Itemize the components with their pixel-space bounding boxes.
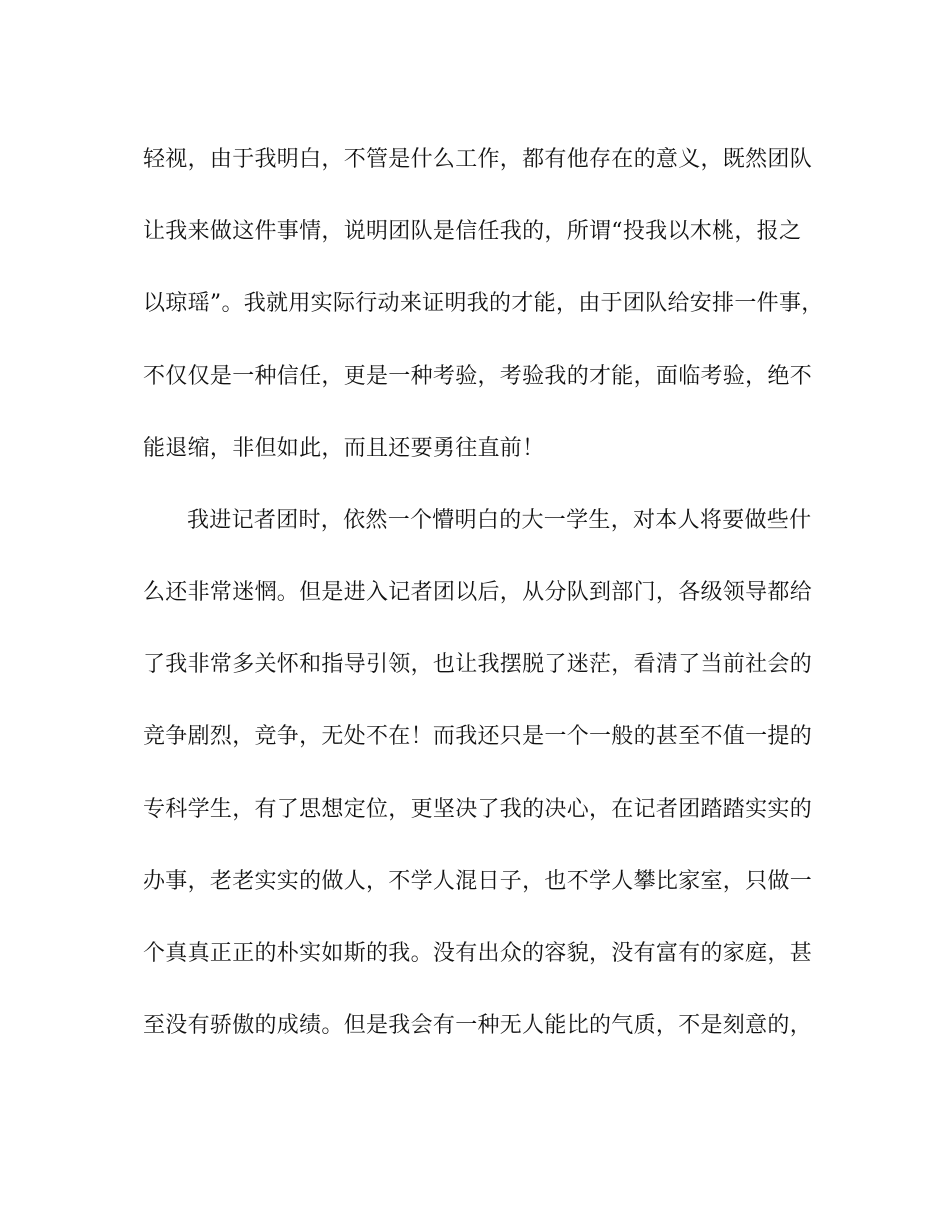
text-line: 竞争剧烈，竞争，无处不在！而我还只是一个一般的甚至不值一提的: [143, 724, 813, 749]
text-line: 专科学生，有了思想定位，更坚决了我的决心，在记者团踏踏实实的: [143, 797, 813, 822]
paragraph-start-line: 我进记者团时，依然一个懵明白的大一学生，对本人将要做些什: [187, 508, 812, 533]
text-line: 以琼瑶”。我就用实际行动来证明我的才能，由于团队给安排一件事，: [143, 291, 824, 316]
text-line: 办事，老老实实的做人，不学人混日子，也不学人攀比家室，只做一: [143, 869, 813, 894]
text-line: 能退缩，非但如此，而且还要勇往直前！: [143, 436, 545, 461]
text-line: 不仅仅是一种信任，更是一种考验，考验我的才能，面临考验，绝不: [143, 364, 813, 389]
text-line: 了我非常多关怀和指导引领，也让我摆脱了迷茫，看清了当前社会的: [143, 652, 813, 677]
text-line: 个真真正正的朴实如斯的我。没有出众的容貌，没有富有的家庭，甚: [143, 941, 813, 966]
text-line: 让我来做这件事情，说明团队是信任我的，所谓“投我以木桃，报之: [143, 219, 802, 244]
text-line: 至没有骄傲的成绩。但是我会有一种无人能比的气质，不是刻意的，: [143, 1013, 813, 1038]
text-line: 轻视，由于我明白，不管是什么工作，都有他存在的意义，既然团队: [143, 147, 813, 172]
text-line: 么还非常迷惘。但是进入记者团以后，从分队到部门，各级领导都给: [143, 580, 813, 605]
